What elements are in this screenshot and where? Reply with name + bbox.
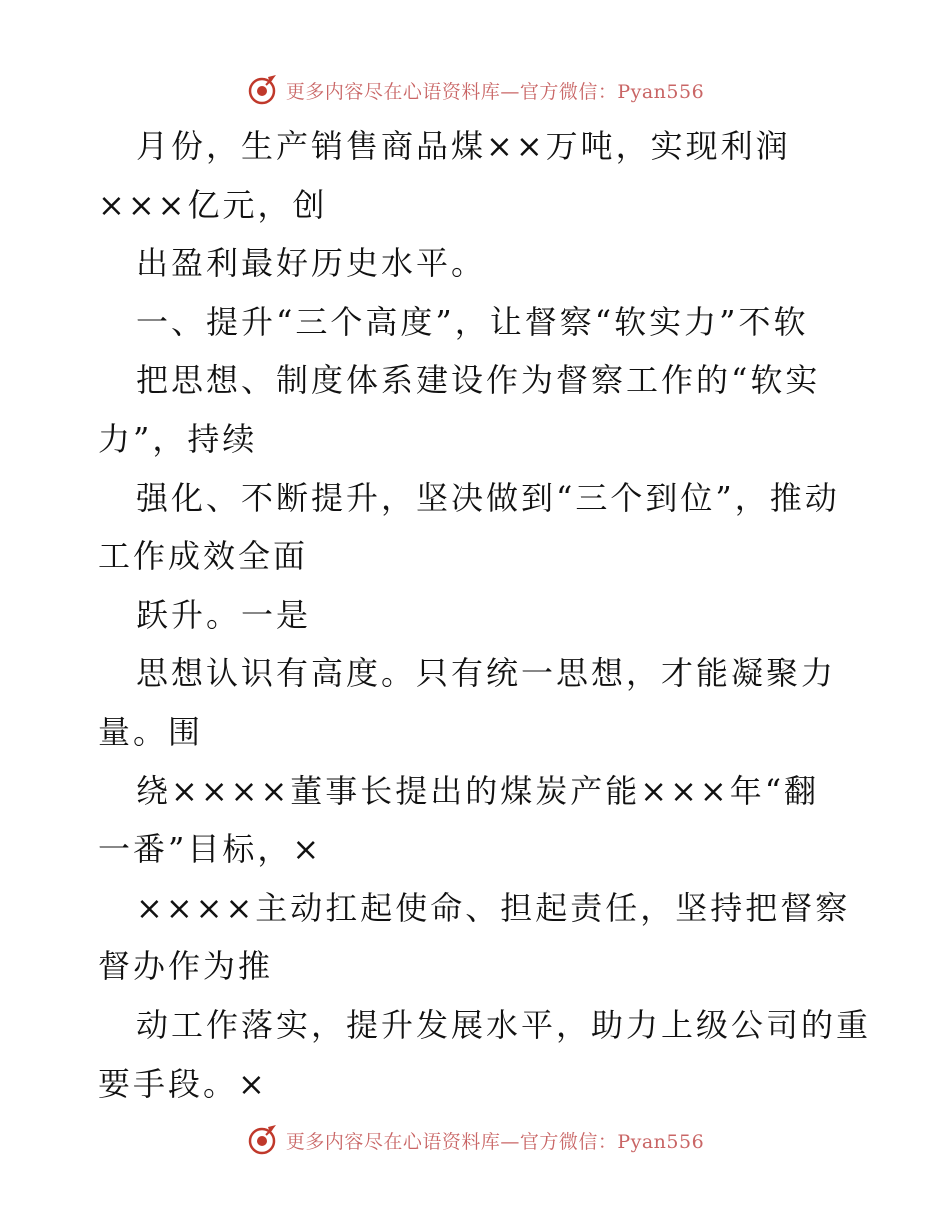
body-line: 一番”目标，× bbox=[98, 830, 323, 869]
body-line: 量。围 bbox=[98, 712, 204, 751]
footer-banner-text: 更多内容尽在心语资料库—官方微信：Pyan556 bbox=[285, 1130, 705, 1153]
body-line: 一、提升“三个高度”，让督察“软实力”不软 bbox=[136, 302, 809, 341]
body-line: 跃升。一是 bbox=[136, 595, 312, 634]
body-line: 月份，生产销售商品煤××万吨，实现利润 bbox=[136, 127, 791, 165]
body-line: ×××亿元，创 bbox=[98, 185, 328, 224]
quill-pen-circle-icon bbox=[246, 73, 280, 107]
body-line: 绕××××董事长提出的煤炭产能×××年“翻 bbox=[136, 771, 820, 810]
header-banner bbox=[0, 70, 950, 110]
quill-pen-circle-icon bbox=[246, 1123, 280, 1157]
footer-banner bbox=[0, 1120, 950, 1160]
body-line: 动工作落实，提升发展水平，助力上级公司的重 bbox=[136, 1005, 872, 1044]
body-line: 思想认识有高度。只有统一思想，才能凝聚力 bbox=[136, 654, 837, 693]
header-banner-text: 更多内容尽在心语资料库—官方微信：Pyan556 bbox=[285, 80, 705, 103]
body-line: 要手段。× bbox=[98, 1064, 268, 1103]
document-body bbox=[98, 117, 872, 1113]
body-line: 把思想、制度体系建设作为督察工作的“软实 bbox=[136, 361, 821, 400]
body-line: 强化、不断提升，坚决做到“三个到位”，推动 bbox=[136, 478, 840, 517]
body-line: ××××主动扛起使命、担起责任，坚持把督察 bbox=[136, 888, 851, 927]
body-line: 出盈利最好历史水平。 bbox=[136, 244, 487, 283]
body-line: 力”，持续 bbox=[98, 419, 258, 458]
body-line: 督办作为推 bbox=[98, 947, 274, 986]
body-line: 工作成效全面 bbox=[98, 537, 309, 576]
